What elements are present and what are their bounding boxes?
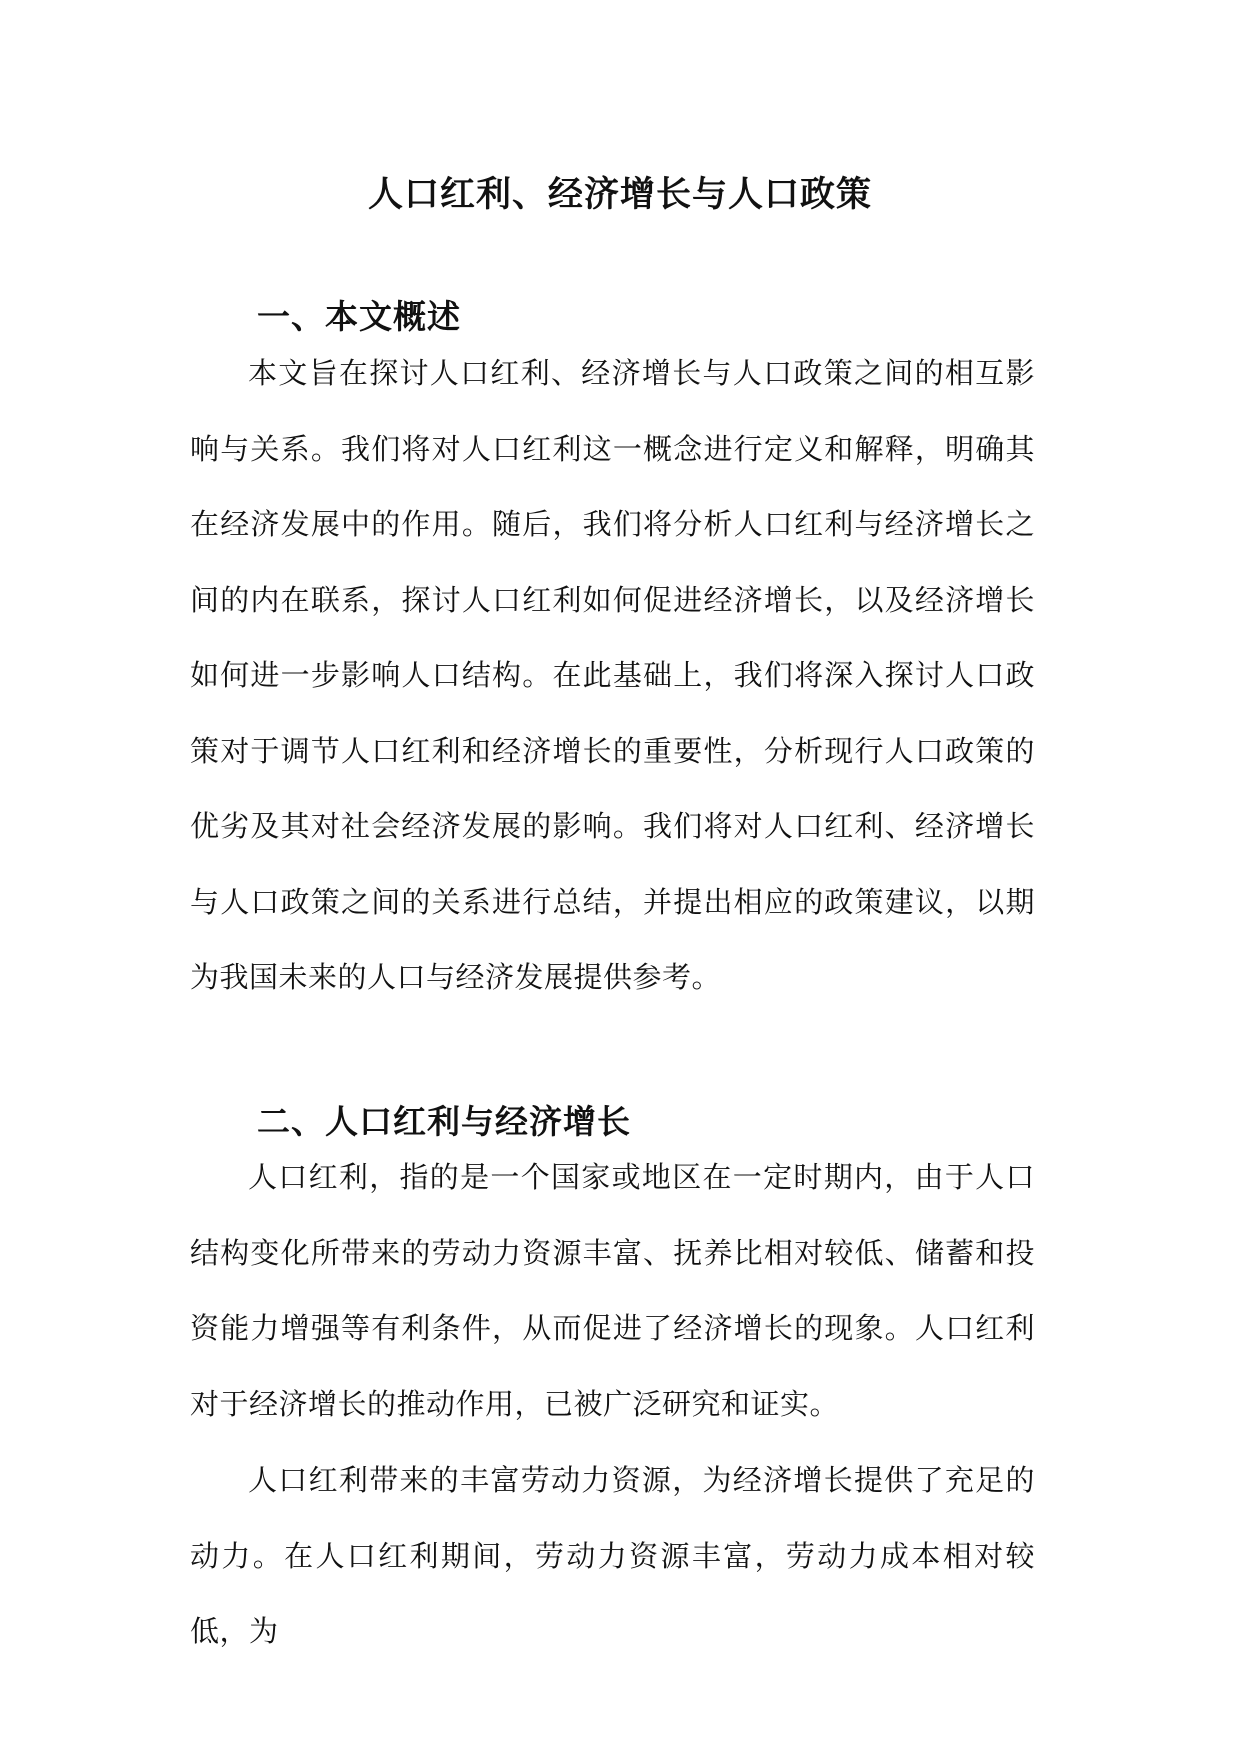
section-heading-demographic-dividend: 二、人口红利与经济增长 — [257, 1102, 631, 1142]
dividend-definition-paragraph: 人口红利，指的是一个国家或地区在一定时期内，由于人口结构变化所带来的劳动力资源丰富、抚养比相对较低、储蓄和投资能力增强等有利条件，从而促进了经济增长的现象。人口红利对于经济增长的推动作用，已被广泛研究和证实。 — [190, 1160, 1035, 1421]
document-title: 人口红利、经济增长与人口政策 — [367, 174, 872, 216]
section-heading-overview: 一、本文概述 — [257, 297, 461, 337]
overview-paragraph: 本文旨在探讨人口红利、经济增长与人口政策之间的相互影响与关系。我们将对人口红利这一概念进行定义和解释，明确其在经济发展中的作用。随后，我们将分析人口红利与经济增长之间的内在联系，探讨人口红利如何促进经济增长，以及经济增长如何进一步影响人口结构。在此基础上，我们将深入探讨人口政策对于调节人口红利和经济增长的重要性，分析现行人口政策的优劣及其对社会经济发展的影响。我们将对人口红利、经济增长与人口政策之间的关系进行总结，并提出相应的政策建议，以期为我国未来的人口与经济发展提供参考。 — [190, 356, 1035, 994]
labor-resource-paragraph: 人口红利带来的丰富劳动力资源，为经济增长提供了充足的动力。在人口红利期间，劳动力资源丰富，劳动力成本相对较低，为 — [190, 1463, 1035, 1648]
